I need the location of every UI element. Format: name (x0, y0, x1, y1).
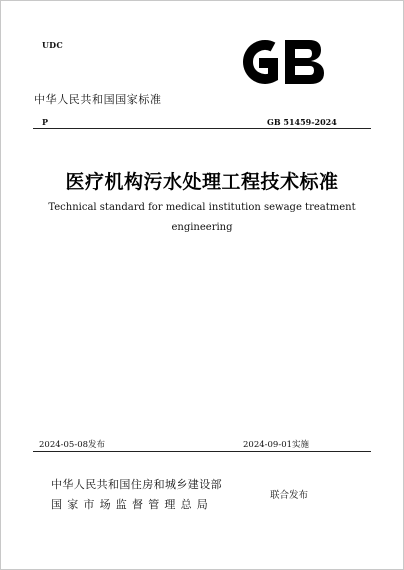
gb-logo-icon (233, 34, 329, 90)
bottom-divider (33, 451, 371, 452)
joint-release-label: 联合发布 (270, 490, 309, 501)
title-english-line-2: engineering (171, 222, 233, 233)
udc-label: UDC (42, 40, 63, 50)
standard-number: GB 51459-2024 (267, 117, 337, 127)
classification-code: P (42, 117, 49, 127)
issuer-market-administration: 国家市场监督管理总局 (51, 498, 213, 511)
title-chinese: 医疗机构污水处理工程技术标准 (65, 171, 339, 193)
title-english-line-1: Technical standard for medical institution sewage treatment (48, 202, 356, 213)
top-divider (33, 128, 371, 129)
issuer-ministry: 中华人民共和国住房和城乡建设部 (51, 478, 222, 491)
implementation-date: 2024-09-01实施 (243, 440, 310, 450)
national-standard-heading: 中华人民共和国国家标准 (34, 93, 162, 106)
issue-date: 2024-05-08发布 (39, 440, 106, 450)
